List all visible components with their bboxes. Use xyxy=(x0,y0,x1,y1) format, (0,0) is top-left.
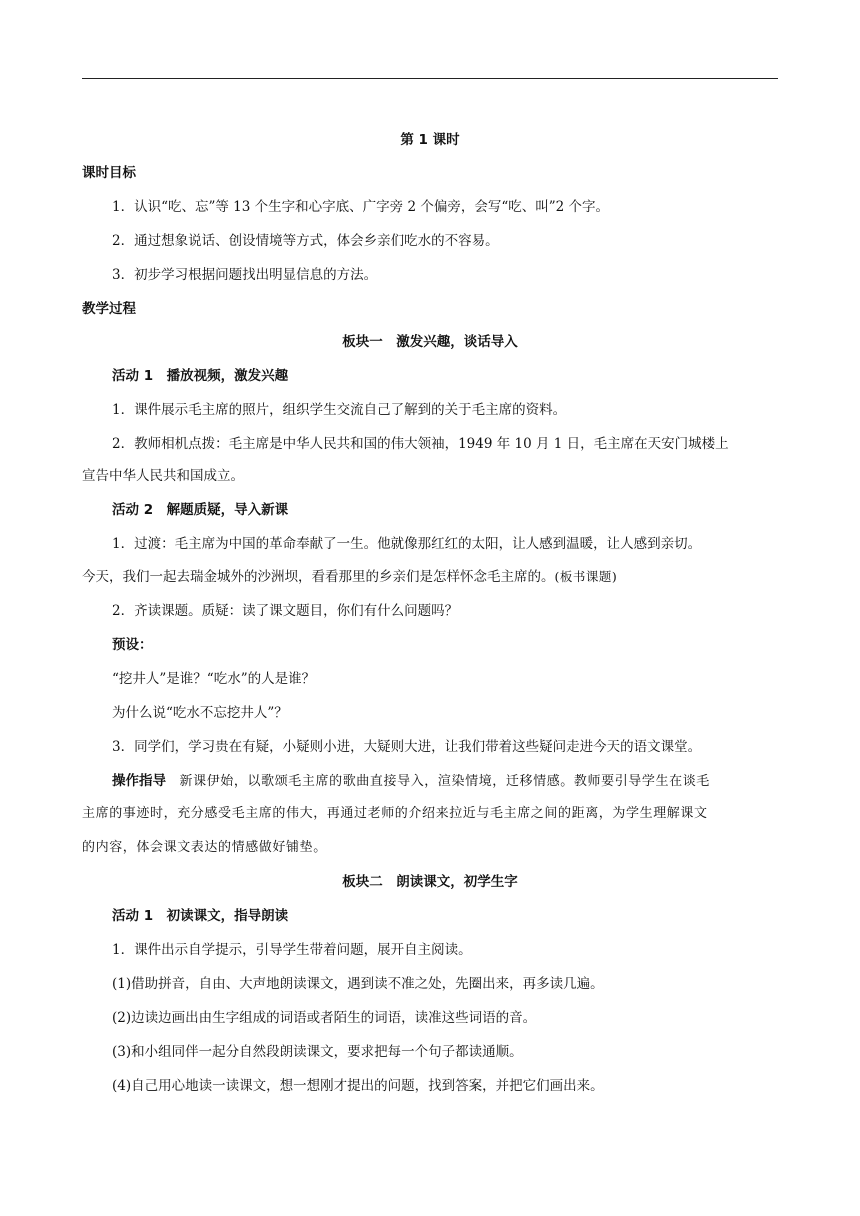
step-item: (2)边读边画出由生字组成的词语或者陌生的词语，读准这些词语的音。 xyxy=(112,1010,537,1026)
guide-text: 的内容，体会课文表达的情感做好铺垫。 xyxy=(82,840,327,855)
paragraph: 1．过渡：毛主席为中国的革命奉献了一生。他就像那红红的太阳，让人感到温暖，让人感到亲切。 xyxy=(112,536,702,552)
paragraph: 2．齐读课题。质疑：读了课文题目，你们有什么问题吗？ xyxy=(112,603,459,619)
process-heading: 教学过程 xyxy=(82,301,136,317)
lesson-title: 第 1 课时 xyxy=(400,132,460,148)
preset-label: 预设： xyxy=(112,637,153,653)
paragraph-continuation xyxy=(82,567,778,587)
paragraph: 3．同学们，学习贵在有疑，小疑则小进，大疑则大进，让我们带着这些疑问走进今天的语文课堂。 xyxy=(112,739,702,755)
guide-text: 主席的事迹时，充分感受毛主席的伟大，再通过老师的介绍来拉近与毛主席之间的距离，为学生理解课文 xyxy=(82,806,708,821)
step-item: (4)自己用心地读一读课文，想一想刚才提出的问题，找到答案，并把它们画出来。 xyxy=(112,1078,604,1094)
block1-activity1-title: 活动 1 播放视频，激发兴趣 xyxy=(112,368,289,384)
objective-item: 1．认识“吃、忘”等 13 个生字和心字底、广字旁 2 个偏旁，会写“吃、叫”2 个字。 xyxy=(112,199,610,215)
preset-item: 为什么说“吃水不忘挖井人”？ xyxy=(112,705,288,721)
guide-line xyxy=(82,771,808,792)
objectives-heading: 课时目标 xyxy=(82,165,136,181)
paragraph: 1．课件展示毛主席的照片，组织学生交流自己了解到的关于毛主席的资料。 xyxy=(112,402,567,418)
block2-activity1-title: 活动 1 初读课文，指导朗读 xyxy=(112,908,289,924)
block1-activity2-title: 活动 2 解题质疑，导入新课 xyxy=(112,502,289,518)
paragraph: 2．教师相机点拨：毛主席是中华人民共和国的伟大领袖，1949 年 10 月 1 日，毛主席在天安门城楼上 xyxy=(112,436,729,452)
step-item: (3)和小组同伴一起分自然段朗读课文，要求把每一个句子都读通顺。 xyxy=(112,1044,523,1060)
header-rule xyxy=(82,78,778,79)
guide-text: 新课伊始，以歌颂毛主席的歌曲直接导入，渲染情境，迁移情感。教师要引导学生在谈毛 xyxy=(179,774,710,789)
preset-item: “挖井人”是谁？“吃水”的人是谁？ xyxy=(112,671,316,687)
paragraph-text: 今天，我们一起去瑞金城外的沙洲坝，看看那里的乡亲们是怎样怀念毛主席的。 xyxy=(82,569,555,585)
block2-title: 板块二 朗读课文，初学生字 xyxy=(342,874,518,890)
paragraph: 1．课件出示自学提示，引导学生带着问题，展开自主阅读。 xyxy=(112,942,472,958)
step-item: (1)借助拼音，自由、大声地朗读课文，遇到读不准之处，先圈出来，再多读几遍。 xyxy=(112,976,604,992)
block1-title: 板块一 激发兴趣，谈话导入 xyxy=(342,334,518,350)
board-note: (板书课题) xyxy=(554,569,618,584)
objective-item: 2．通过想象说话、创设情境等方式，体会乡亲们吃水的不容易。 xyxy=(112,233,499,249)
objective-item: 3．初步学习根据问题找出明显信息的方法。 xyxy=(112,267,378,283)
guide-label: 操作指导 xyxy=(112,773,166,789)
paragraph-continuation: 宣告中华人民共和国成立。 xyxy=(82,468,244,484)
